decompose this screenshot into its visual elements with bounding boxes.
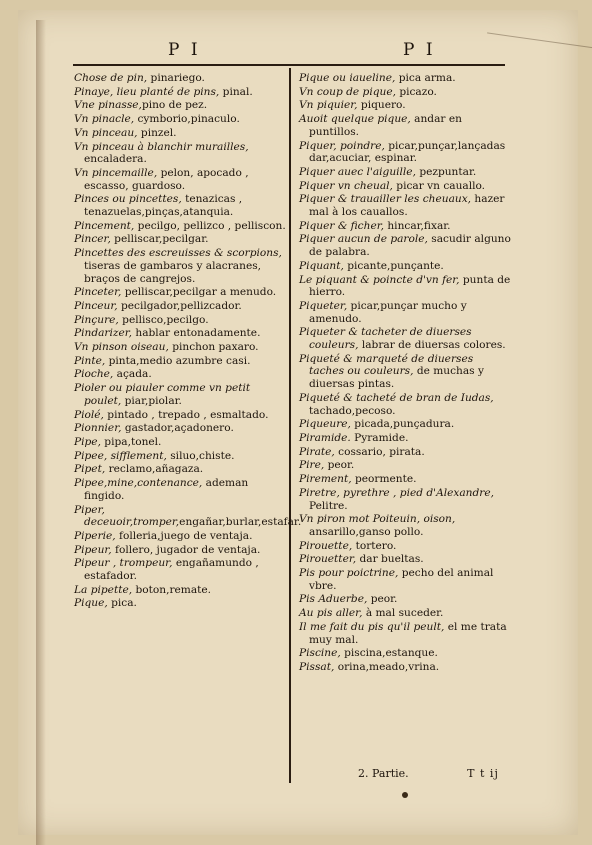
entry-translation: andar en puntillos. xyxy=(309,113,462,138)
entry-translation: tachado,pecoso. xyxy=(309,404,396,417)
entry-headword: Pinaye, lieu planté de pins, xyxy=(74,85,220,98)
dictionary-entry xyxy=(299,140,511,165)
entry-translation: tortero. xyxy=(352,539,397,552)
entry-translation: pecilgador,pellizcador. xyxy=(117,299,242,312)
entry-headword: Piqueté & tacheté de bran de Iudas, xyxy=(299,391,494,404)
dictionary-entry xyxy=(299,487,511,512)
entry-translation: labrar de diuersas colores. xyxy=(358,339,506,352)
dictionary-entry xyxy=(299,326,511,351)
entry-translation: follero, jugador de ventaja. xyxy=(111,543,261,556)
entry-translation: pinta,medio azumbre casi. xyxy=(105,354,251,367)
dictionary-entry xyxy=(74,422,286,435)
entry-translation: pelliscar,pecilgar. xyxy=(110,233,209,246)
dictionary-entry xyxy=(74,382,286,407)
entry-translation: Pyramide. xyxy=(350,431,409,444)
entry-headword: Piqueter, xyxy=(299,299,348,312)
dictionary-entry xyxy=(299,99,511,112)
entry-headword: Pirouetter, xyxy=(299,553,357,566)
entry-translation: pellisco,pecilgo. xyxy=(118,313,209,326)
entry-headword: Piquer vn cheual, xyxy=(299,179,393,192)
entry-translation: à mal suceder. xyxy=(362,607,444,620)
entry-headword: Pipee,mine,contenance, xyxy=(74,477,203,490)
entry-headword: Piqueter & tacheter de diuerses couleurs, xyxy=(299,326,472,352)
entry-headword: Pinçure, xyxy=(74,313,119,326)
entry-translation: reclamo,añagaza. xyxy=(105,463,204,476)
entry-headword: Pindarizer, xyxy=(74,327,133,340)
entry-translation: siluo,chiste. xyxy=(166,449,235,462)
entry-translation: pelliscar,pecilgar a menudo. xyxy=(121,286,277,299)
entry-translation: peormente. xyxy=(351,473,417,486)
entry-headword: Pinte, xyxy=(74,354,106,367)
entry-headword: Pire, xyxy=(299,459,325,472)
entry-headword: Pirouette, xyxy=(299,539,353,552)
dictionary-entry xyxy=(74,193,286,218)
entry-translation: pica. xyxy=(107,597,137,610)
entry-translation: encaladera. xyxy=(84,153,147,166)
dictionary-entry xyxy=(299,233,511,258)
entry-translation: cymborio,pinaculo. xyxy=(134,113,240,126)
dictionary-entry xyxy=(299,540,511,553)
left-column xyxy=(74,72,302,611)
book-page xyxy=(18,10,578,835)
dictionary-entry xyxy=(74,503,302,529)
dictionary-entry xyxy=(74,127,286,140)
entry-translation: piscina,estanque. xyxy=(340,647,438,660)
entry-headword: Pinces ou pincettes, xyxy=(74,193,182,206)
entry-translation: peor. xyxy=(367,593,398,606)
dictionary-entry xyxy=(74,463,286,476)
entry-translation: picante,punçante. xyxy=(343,259,444,272)
entry-translation: ademan fingido. xyxy=(84,477,249,502)
dictionary-entry xyxy=(299,392,511,417)
dictionary-entry xyxy=(74,450,286,463)
page-footer xyxy=(358,767,499,780)
entry-translation: pezpuntar. xyxy=(415,165,477,178)
dictionary-entry xyxy=(299,513,511,538)
entry-headword: Piquer, poindre, xyxy=(299,139,385,152)
entry-translation: engañar,burlar,estafar. xyxy=(179,516,302,529)
entry-headword: Pirement, xyxy=(299,473,352,486)
entry-translation: picar vn cauallo. xyxy=(392,179,486,192)
entry-translation: pelon, apocado , escasso, guardoso. xyxy=(84,166,249,192)
dictionary-entry xyxy=(299,661,511,674)
entry-translation: boton,remate. xyxy=(132,583,212,596)
entry-headword: Pis Aduerbe, xyxy=(299,593,368,606)
dictionary-entry xyxy=(74,300,286,313)
entry-headword: Pionnier, xyxy=(74,422,122,435)
dictionary-entry xyxy=(74,530,286,543)
dictionary-entry xyxy=(74,314,286,327)
entry-translation: piquero. xyxy=(357,99,406,112)
entry-headword: Piquer auec l'aiguille, xyxy=(299,165,416,178)
entry-headword: Vn pincemaille, xyxy=(74,166,158,179)
entry-translation: pinzel. xyxy=(137,126,177,139)
dictionary-entry xyxy=(74,99,286,112)
dictionary-entry xyxy=(299,473,511,486)
entry-headword: Pinceur, xyxy=(74,299,118,312)
dictionary-entry xyxy=(299,621,511,646)
entry-headword: Pioler ou piauler comme vn petit poulet, xyxy=(74,382,251,407)
dictionary-entry xyxy=(74,355,286,368)
dictionary-entry xyxy=(299,432,511,445)
dictionary-entry xyxy=(299,553,511,566)
entry-translation: folleria,juego de ventaja. xyxy=(115,529,253,542)
dictionary-entry xyxy=(74,557,286,582)
dictionary-entry xyxy=(74,544,286,557)
dictionary-entry xyxy=(299,647,511,660)
entry-translation: pinchon paxaro. xyxy=(168,341,259,354)
entry-translation: pica arma. xyxy=(395,72,456,84)
entry-translation: hablar entonadamente. xyxy=(132,327,261,340)
dictionary-entry xyxy=(299,180,511,193)
entry-headword: Pique ou iaueline, xyxy=(299,72,396,84)
entry-translation: cossario, pirata. xyxy=(334,445,425,458)
signature-mark: T t ij xyxy=(467,767,499,780)
dictionary-entry xyxy=(74,584,286,597)
entry-translation: dar bueltas. xyxy=(356,553,424,566)
entry-translation: de muchas y diuersas pintas. xyxy=(309,365,484,391)
entry-headword: Piramide. xyxy=(299,431,351,444)
entry-translation: hincar,fixar. xyxy=(383,219,451,232)
entry-headword: Pioche, xyxy=(74,368,114,381)
entry-translation: picar,punçar,lançadas dar,acuciar, espinar. xyxy=(309,139,506,165)
entry-headword: Vn pinson oiseau, xyxy=(74,341,169,354)
entry-translation: pinariego. xyxy=(147,72,205,84)
dictionary-entry xyxy=(74,409,286,422)
entry-headword: Le piquant & poincte d'vn fer, xyxy=(299,273,460,286)
dictionary-entry xyxy=(74,477,286,502)
column-divider xyxy=(289,68,291,783)
entry-translation: picada,punçadura. xyxy=(350,418,455,431)
dictionary-entry xyxy=(299,193,511,218)
dictionary-entry xyxy=(74,597,286,610)
entry-headword: Pipe, xyxy=(74,435,101,448)
dictionary-entry xyxy=(299,113,511,138)
entry-headword: Vn piquier, xyxy=(299,99,358,112)
entry-headword: Auoit quelque pique, xyxy=(299,113,411,126)
dictionary-entry xyxy=(74,113,286,126)
dictionary-entry xyxy=(74,327,286,340)
header-right: P I xyxy=(403,40,436,60)
dictionary-entry xyxy=(299,166,511,179)
entry-translation: pecho del animal vbre. xyxy=(309,567,494,592)
entry-translation: tenazicas , tenazuelas,pinças,atanquia. xyxy=(84,193,243,219)
dictionary-entry xyxy=(299,86,511,99)
dictionary-entry xyxy=(299,72,511,85)
entry-headword: Pipee, sifflement, xyxy=(74,449,167,462)
entry-translation: picazo. xyxy=(395,85,437,98)
dictionary-entry xyxy=(299,274,511,299)
entry-headword: Piquer aucun de parole, xyxy=(299,233,428,246)
entry-translation: pecilgo, pellizco , pelliscon. xyxy=(134,219,286,232)
entry-translation: hazer mal à los cauallos. xyxy=(309,193,505,219)
right-column xyxy=(299,72,511,675)
entry-headword: Il me fait du pis qu'il peult, xyxy=(299,620,445,633)
entry-translation: peor. xyxy=(324,459,355,472)
entry-headword: Pipeur, xyxy=(74,543,112,556)
entry-translation: picar,punçar mucho y amenudo. xyxy=(309,299,467,325)
entry-headword: Piqueté & marqueté de diuerses taches ou couleurs, xyxy=(299,352,474,378)
entry-headword: Chose de pin, xyxy=(74,72,148,84)
entry-translation: açada. xyxy=(113,368,152,381)
entry-headword: Piquant, xyxy=(299,259,344,272)
entry-headword: Pincettes des escreuisses & scorpions, xyxy=(74,247,282,260)
entry-headword: Piper, deceuoir,tromper, xyxy=(74,503,180,529)
entry-translation: ansarillo,ganso pollo. xyxy=(309,525,424,538)
dictionary-entry xyxy=(299,220,511,233)
entry-headword: Pipet, xyxy=(74,463,106,476)
entry-headword: Au pis aller, xyxy=(299,607,363,620)
dictionary-entry xyxy=(74,167,286,192)
entry-headword: Piretre, pyrethre , pied d'Alexandre, xyxy=(299,486,494,499)
header-rule xyxy=(73,64,505,66)
entry-translation: el me trata muy mal. xyxy=(309,620,507,646)
page-edge-shadow xyxy=(36,20,46,845)
entry-translation: gastador,açadonero. xyxy=(121,422,234,435)
dictionary-entry xyxy=(299,567,511,592)
entry-headword: Pipeur , trompeur, xyxy=(74,557,173,570)
dictionary-entry xyxy=(74,368,286,381)
running-header xyxy=(58,40,548,62)
entry-headword: Piqueure, xyxy=(299,418,351,431)
entry-headword: Vn pinceau, xyxy=(74,126,138,139)
dictionary-entry xyxy=(299,446,511,459)
dictionary-entry xyxy=(74,286,286,299)
entry-headword: Vn pinacle, xyxy=(74,113,135,126)
dictionary-entry xyxy=(74,233,286,246)
entry-headword: Pis pour poictrine, xyxy=(299,567,399,580)
entry-headword: La pipette, xyxy=(74,583,133,596)
dictionary-entry xyxy=(299,353,511,391)
header-left: P I xyxy=(168,40,201,60)
entry-translation: sacudir alguno de palabra. xyxy=(309,233,511,259)
dictionary-entry xyxy=(299,593,511,606)
entry-headword: Pincer, xyxy=(74,233,111,246)
entry-headword: Pissat, xyxy=(299,660,335,673)
entry-headword: Piquer & ficher, xyxy=(299,219,384,232)
entry-headword: Pinceter, xyxy=(74,286,122,299)
dictionary-entry xyxy=(74,247,286,285)
part-label: 2. Partie. xyxy=(358,767,409,780)
dictionary-entry xyxy=(74,341,286,354)
entry-headword: Vne pinasse, xyxy=(74,99,142,112)
dictionary-entry xyxy=(74,86,286,99)
dictionary-entry xyxy=(299,459,511,472)
entry-headword: Piperie, xyxy=(74,529,116,542)
entry-headword: Pirate, xyxy=(299,445,335,458)
entry-headword: Piolé, xyxy=(74,408,104,421)
entry-translation: Pelitre. xyxy=(309,499,348,512)
entry-translation: pinal. xyxy=(219,85,253,98)
dictionary-entry xyxy=(74,436,286,449)
dictionary-entry xyxy=(74,72,286,85)
entry-headword: Vn coup de pique, xyxy=(299,85,396,98)
entry-translation: piar,piolar. xyxy=(121,394,182,407)
dictionary-entry xyxy=(299,418,511,431)
dictionary-entry xyxy=(74,220,286,233)
entry-headword: Piquer & trauailler les cheuaux, xyxy=(299,193,472,206)
entry-headword: Vn pinceau à blanchir murailles, xyxy=(74,140,249,153)
entry-translation: engañamundo , estafador. xyxy=(84,557,259,583)
entry-translation: punta de hierro. xyxy=(309,273,511,299)
entry-translation: tiseras de gambaros y alacranes, braços de cangrejos. xyxy=(84,259,262,285)
entry-headword: Vn piron mot Poiteuin, oison, xyxy=(299,513,456,526)
entry-headword: Pincement, xyxy=(74,219,135,232)
entry-headword: Piscine, xyxy=(299,647,341,660)
entry-translation: pintado , trepado , esmaltado. xyxy=(103,408,269,421)
dictionary-entry xyxy=(299,300,511,325)
entry-translation: pipa,tonel. xyxy=(100,435,162,448)
dictionary-entry xyxy=(299,260,511,273)
dictionary-entry xyxy=(299,607,511,620)
entry-headword: Pique, xyxy=(74,597,108,610)
entry-translation: orina,meado,vrina. xyxy=(334,660,440,673)
entry-translation: pino de pez. xyxy=(141,99,208,112)
ornament-dot xyxy=(402,792,408,798)
dictionary-entry xyxy=(74,141,286,166)
